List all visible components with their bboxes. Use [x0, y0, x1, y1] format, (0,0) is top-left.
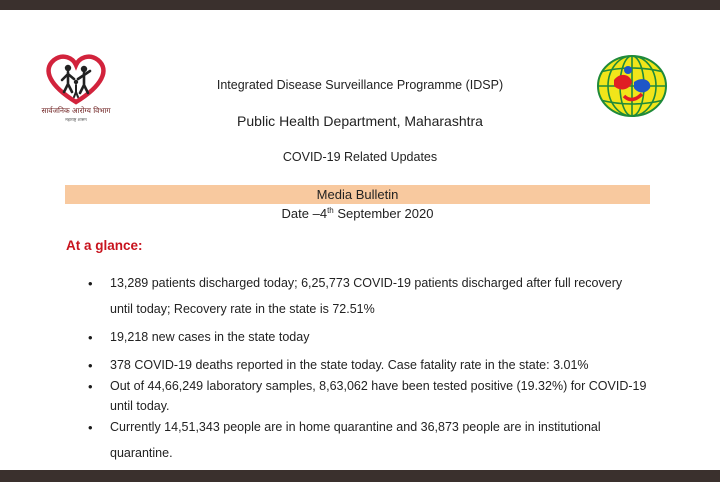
glance-item-4-line-1: Out of 44,66,249 laboratory samples, 8,63,062 have been tested positive (19.32%) for COVID-19	[110, 379, 647, 393]
logo-caption: सार्वजनिक आरोग्य विभाग	[41, 106, 111, 115]
top-border-band	[0, 0, 720, 10]
glance-item-2-line-1: 19,218 new cases in the state today	[110, 330, 310, 344]
at-a-glance-heading: At a glance:	[66, 238, 143, 253]
glance-item-3-line-1: 378 COVID-19 deaths reported in the state today. Case fatality rate in the state: 3.01%	[110, 358, 589, 372]
bullet-3: •	[88, 358, 93, 373]
date-rest: September 2020	[333, 206, 434, 221]
glance-item-5-line-1: Currently 14,51,343 people are in home quarantine and 36,873 people are in institutional	[110, 420, 601, 434]
bullet-1: •	[88, 276, 93, 291]
department-title: Public Health Department, Maharashtra	[237, 113, 483, 129]
date-prefix: Date –4	[281, 206, 328, 221]
glance-item-5-line-2: quarantine.	[110, 446, 173, 460]
bullet-4: •	[88, 379, 93, 394]
bulletin-title: Media Bulletin	[316, 187, 399, 202]
bulletin-date	[65, 206, 650, 221]
bullet-2: •	[88, 330, 93, 345]
glance-item-1-line-2: until today; Recovery rate in the state is 72.51%	[110, 302, 375, 316]
glance-item-1-line-1: 13,289 patients discharged today; 6,25,773 COVID-19 patients discharged after full recovery	[110, 276, 623, 290]
programme-title: Integrated Disease Surveillance Programme (IDSP)	[216, 78, 504, 92]
bottom-border-band	[0, 470, 720, 482]
logo-subcaption: महाराष्ट्र शासन	[65, 117, 87, 122]
updates-title: COVID-19 Related Updates	[282, 150, 438, 164]
bullet-5: •	[88, 420, 93, 435]
glance-item-4-line-2: until today.	[110, 399, 170, 413]
date-suffix: th	[327, 206, 334, 215]
